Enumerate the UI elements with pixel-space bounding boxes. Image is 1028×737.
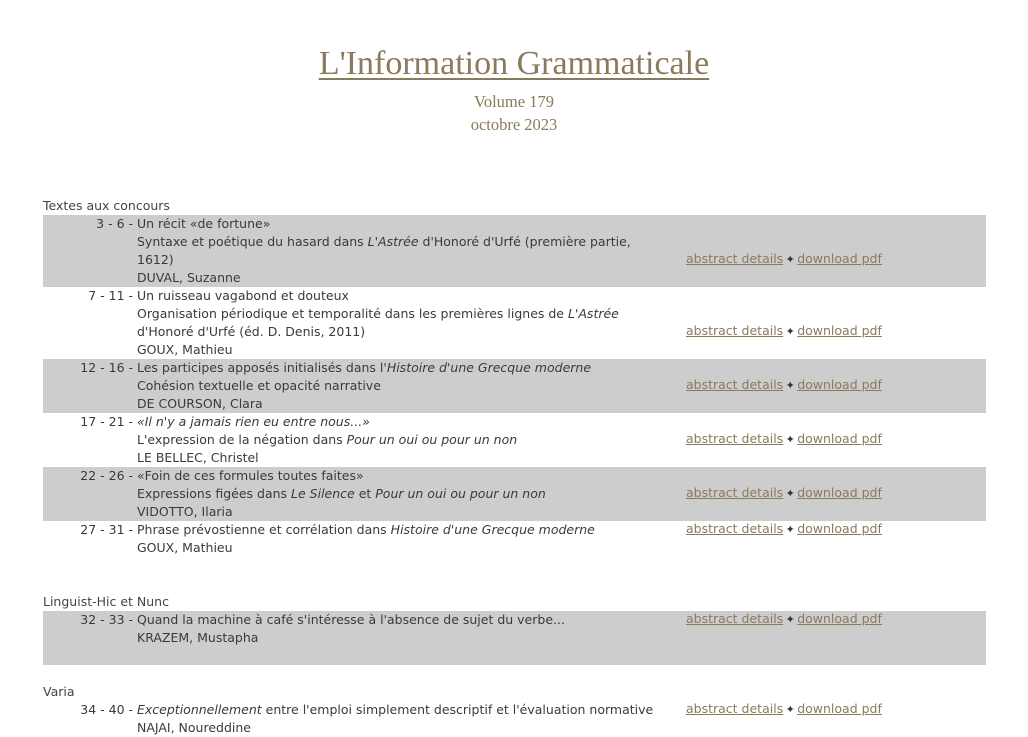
page-range-text: 27 - 31: [80, 522, 125, 537]
title-segment: Organisation périodique et temporalité dans les premières lignes de: [137, 306, 568, 321]
article-subtitle: [137, 377, 659, 395]
abstract-details-link[interactable]: abstract details: [686, 431, 784, 446]
separator-arrow-icon: ✦: [785, 325, 795, 338]
article-author: DE COURSON, Clara: [137, 396, 263, 411]
article-body: [137, 521, 659, 557]
title-segment: «Il n'y a jamais rien eu entre nous...»: [137, 414, 370, 429]
article-author: KRAZEM, Mustapha: [137, 630, 259, 645]
title-segment: Expressions figées dans: [137, 486, 292, 501]
download-pdf-link[interactable]: download pdf: [797, 431, 882, 446]
journal-title[interactable]: L'Information Grammaticale: [318, 45, 710, 82]
article-title: [137, 287, 659, 305]
article-row: [43, 413, 986, 467]
title-segment: Histoire d'une Grecque moderne: [390, 522, 595, 537]
download-pdf-link[interactable]: download pdf: [797, 323, 882, 338]
title-segment: Syntaxe et poétique du hasard dans: [137, 234, 368, 249]
article-row: [43, 611, 986, 665]
title-segment: Les participes apposés initialisés dans l': [137, 360, 387, 375]
article-title: [137, 359, 659, 377]
section-title: Varia: [43, 684, 75, 699]
section-title: Textes aux concours: [43, 198, 170, 213]
download-pdf-link[interactable]: download pdf: [797, 701, 882, 716]
article-body: [137, 701, 659, 737]
separator-arrow-icon: ✦: [785, 703, 795, 716]
article-row: [43, 215, 986, 287]
article-body: [137, 215, 659, 287]
article-body: [137, 413, 659, 467]
page-range: 17 - 21 -: [80, 414, 137, 429]
article-row: [43, 359, 986, 413]
page-range-text: 17 - 21: [80, 414, 125, 429]
title-segment: Phrase prévostienne et corrélation dans: [137, 522, 391, 537]
separator-arrow-icon: ✦: [785, 433, 795, 446]
article-author: NAJAI, Noureddine: [137, 720, 251, 735]
abstract-details-link[interactable]: abstract details: [686, 701, 784, 716]
separator-arrow-icon: ✦: [785, 523, 795, 536]
separator-arrow-icon: ✦: [785, 487, 795, 500]
abstract-details-link[interactable]: abstract details: [686, 521, 784, 536]
title-segment: Un ruisseau vagabond et douteux: [137, 288, 349, 303]
article-author: GOUX, Mathieu: [137, 342, 233, 357]
article-links: [686, 376, 882, 395]
title-segment: L'expression de la négation dans: [137, 432, 347, 447]
article-title: [137, 413, 659, 431]
page-range-text: 34 - 40: [80, 702, 125, 717]
download-pdf-link[interactable]: download pdf: [797, 485, 882, 500]
article-subtitle: [137, 485, 659, 503]
abstract-details-link[interactable]: abstract details: [686, 323, 784, 338]
article-subtitle: [137, 431, 659, 449]
article-row: [43, 521, 986, 557]
abstract-details-link[interactable]: abstract details: [686, 377, 784, 392]
title-segment: Quand la machine à café s'intéresse à l'absence de sujet du verbe...: [137, 612, 565, 627]
page-range-text: 7 - 11: [88, 288, 125, 303]
article-title: [137, 611, 659, 629]
download-pdf-link[interactable]: download pdf: [797, 377, 882, 392]
abstract-details-link[interactable]: abstract details: [686, 251, 784, 266]
page-range: 34 - 40 -: [80, 702, 137, 717]
abstract-details-link[interactable]: abstract details: [686, 485, 784, 500]
page-range-text: 3 - 6: [96, 216, 125, 231]
page-range: 32 - 33 -: [80, 612, 137, 627]
article-row: [43, 467, 986, 521]
article-subtitle: [137, 233, 659, 269]
title-segment: d'Honoré d'Urfé (éd. D. Denis, 2011): [137, 324, 366, 339]
download-pdf-link[interactable]: download pdf: [797, 521, 882, 536]
page-range-text: 32 - 33: [80, 612, 125, 627]
title-segment: Le Silence: [291, 486, 355, 501]
article-body: [137, 611, 659, 647]
article-author: VIDOTTO, Ilaria: [137, 504, 233, 519]
page-range-text: 12 - 16: [80, 360, 125, 375]
title-segment: et: [354, 486, 376, 501]
title-segment: d'Honoré d'Urfé (première partie, 1612): [137, 234, 631, 267]
article-links: [686, 520, 882, 539]
article-title: [137, 701, 659, 719]
article-title: [137, 215, 659, 233]
article-title: [137, 521, 659, 539]
title-segment: L'Astrée: [567, 306, 619, 321]
article-body: [137, 467, 659, 521]
article-author: DUVAL, Suzanne: [137, 270, 241, 285]
page-range: 27 - 31 -: [80, 522, 137, 537]
title-segment: Cohésion textuelle et opacité narrative: [137, 378, 381, 393]
article-author: LE BELLEC, Christel: [137, 450, 259, 465]
article-links: [686, 250, 882, 269]
separator-arrow-icon: ✦: [785, 253, 795, 266]
title-segment: L'Astrée: [367, 234, 419, 249]
journal-header: [0, 0, 1028, 136]
abstract-details-link[interactable]: abstract details: [686, 611, 784, 626]
download-pdf-link[interactable]: download pdf: [797, 251, 882, 266]
article-links: [686, 484, 882, 503]
title-segment: Exceptionnellement: [137, 702, 262, 717]
page-range: 3 - 6 -: [96, 216, 137, 231]
article-body: [137, 287, 659, 359]
article-author: GOUX, Mathieu: [137, 540, 233, 555]
article-body: [137, 359, 659, 413]
page-range-text: 22 - 26: [80, 468, 125, 483]
page-range: 7 - 11 -: [88, 288, 137, 303]
title-segment: entre l'emploi simplement descriptif et l'évaluation normative: [261, 702, 654, 717]
title-segment: Pour un oui ou pour un non: [375, 486, 546, 501]
page-range: 22 - 26 -: [80, 468, 137, 483]
article-row: [43, 287, 986, 359]
title-segment: «Foin de ces formules toutes faites»: [137, 468, 364, 483]
title-segment: Pour un oui ou pour un non: [346, 432, 518, 447]
table-of-contents: [43, 197, 986, 737]
article-links: [686, 610, 882, 629]
separator-arrow-icon: ✦: [785, 613, 795, 626]
volume-number: Volume 179: [474, 92, 554, 111]
article-subtitle: [137, 305, 659, 341]
article-links: [686, 430, 882, 449]
article-links: [686, 700, 882, 719]
download-pdf-link[interactable]: download pdf: [797, 611, 882, 626]
section-title: Linguist-Hic et Nunc: [43, 594, 169, 609]
page-range: 12 - 16 -: [80, 360, 137, 375]
title-segment: Histoire d'une Grecque moderne: [386, 360, 592, 375]
title-segment: Un récit «de fortune»: [137, 216, 271, 231]
article-links: [686, 322, 882, 341]
separator-arrow-icon: ✦: [785, 379, 795, 392]
article-row: [43, 701, 986, 737]
article-title: [137, 467, 659, 485]
issue-date: octobre 2023: [470, 115, 558, 134]
